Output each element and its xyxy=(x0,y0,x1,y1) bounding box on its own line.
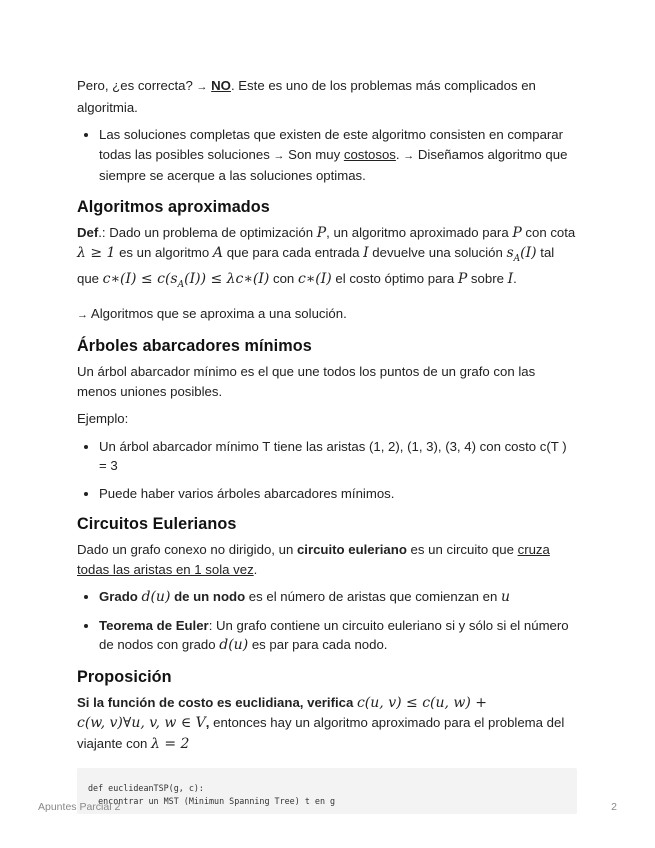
intro-list xyxy=(77,125,577,186)
heading-circuitos-eulerianos: Circuitos Eulerianos xyxy=(77,515,237,534)
heading-arboles: Árboles abarcadores mínimos xyxy=(77,337,312,356)
example-label: Ejemplo: xyxy=(77,411,129,427)
euler-description: Dado un grafo conexo no dirigido, un circuito euleriano es un circuito que cruza todas las aristas en 1 sola vez. xyxy=(77,542,550,577)
arrow-icon: → xyxy=(273,149,285,162)
footer-title: Apuntes Parcial 2 xyxy=(38,801,121,813)
intro-paragraph: Pero, ¿es correcta? → NO. Este es uno de los problemas más complicados en algoritmia. xyxy=(77,78,536,115)
answer-no: NO xyxy=(211,78,231,93)
list-item: • Teorema de Euler: Un grafo contiene un circuito euleriano si y sólo si el número de nodos con grado d(u) es par para cada nodo. xyxy=(99,616,577,656)
footer-page-number: 2 xyxy=(611,801,617,813)
heading-algoritmos-aproximados: Algoritmos aproximados xyxy=(77,197,270,216)
note-paragraph: → Algoritmos que se aproxima a una solución. xyxy=(77,305,347,321)
list-item: • Puede haber varios árboles abarcadores mínimos. xyxy=(99,484,577,504)
list-item: • Grado d(u) de un nodo es el número de aristas que comienzan en u xyxy=(99,587,577,608)
list-item: • Las soluciones completas que existen de este algoritmo consisten en comparar todas las posibles soluciones → Son muy costosos. → Diseñamos algoritmo que siempre se acerque a las soluciones optimas. xyxy=(99,125,577,186)
code-line: def euclideanTSP(g, c): xyxy=(88,783,204,794)
heading-proposicion: Proposición xyxy=(77,667,172,686)
definition-paragraph: Def.: Dado un problema de optimización P, un algoritmo aproximado para P con cota λ ≥ 1 es un algoritmo A que para cada entrada I devuelve una solución $s_A(I)$ tal que c∗(I) ≤ $c(s_A(I))$ ≤ λc∗(I) con c∗(I) el costo óptimo para P sobre I. xyxy=(77,224,576,291)
document-body xyxy=(77,76,577,814)
arrow-icon: → xyxy=(77,308,88,321)
arrow-icon: → xyxy=(196,81,208,93)
proposition-paragraph: Si la función de costo es euclidiana, verifica c(u, v) ≤ c(u, w) + c(w, v)∀u, v, w ∈ V, entonces hay un algoritmo aproximado para el problema del viajante con λ = 2 xyxy=(77,694,565,752)
euler-list xyxy=(77,587,577,656)
arboles-description: Un árbol abarcador mínimo es el que une todos los puntos de un grafo con las menos uniones posibles. xyxy=(77,364,536,399)
arboles-list xyxy=(77,437,577,504)
code-line: encontrar un MST (Minimun Spanning Tree) t en g xyxy=(88,796,336,807)
code-block xyxy=(77,768,577,814)
arrow-icon: → xyxy=(403,149,415,162)
list-item: • Un árbol abarcador mínimo T tiene las aristas (1, 2), (1, 3), (3, 4) con costo c(T ) = 3 xyxy=(99,437,577,476)
